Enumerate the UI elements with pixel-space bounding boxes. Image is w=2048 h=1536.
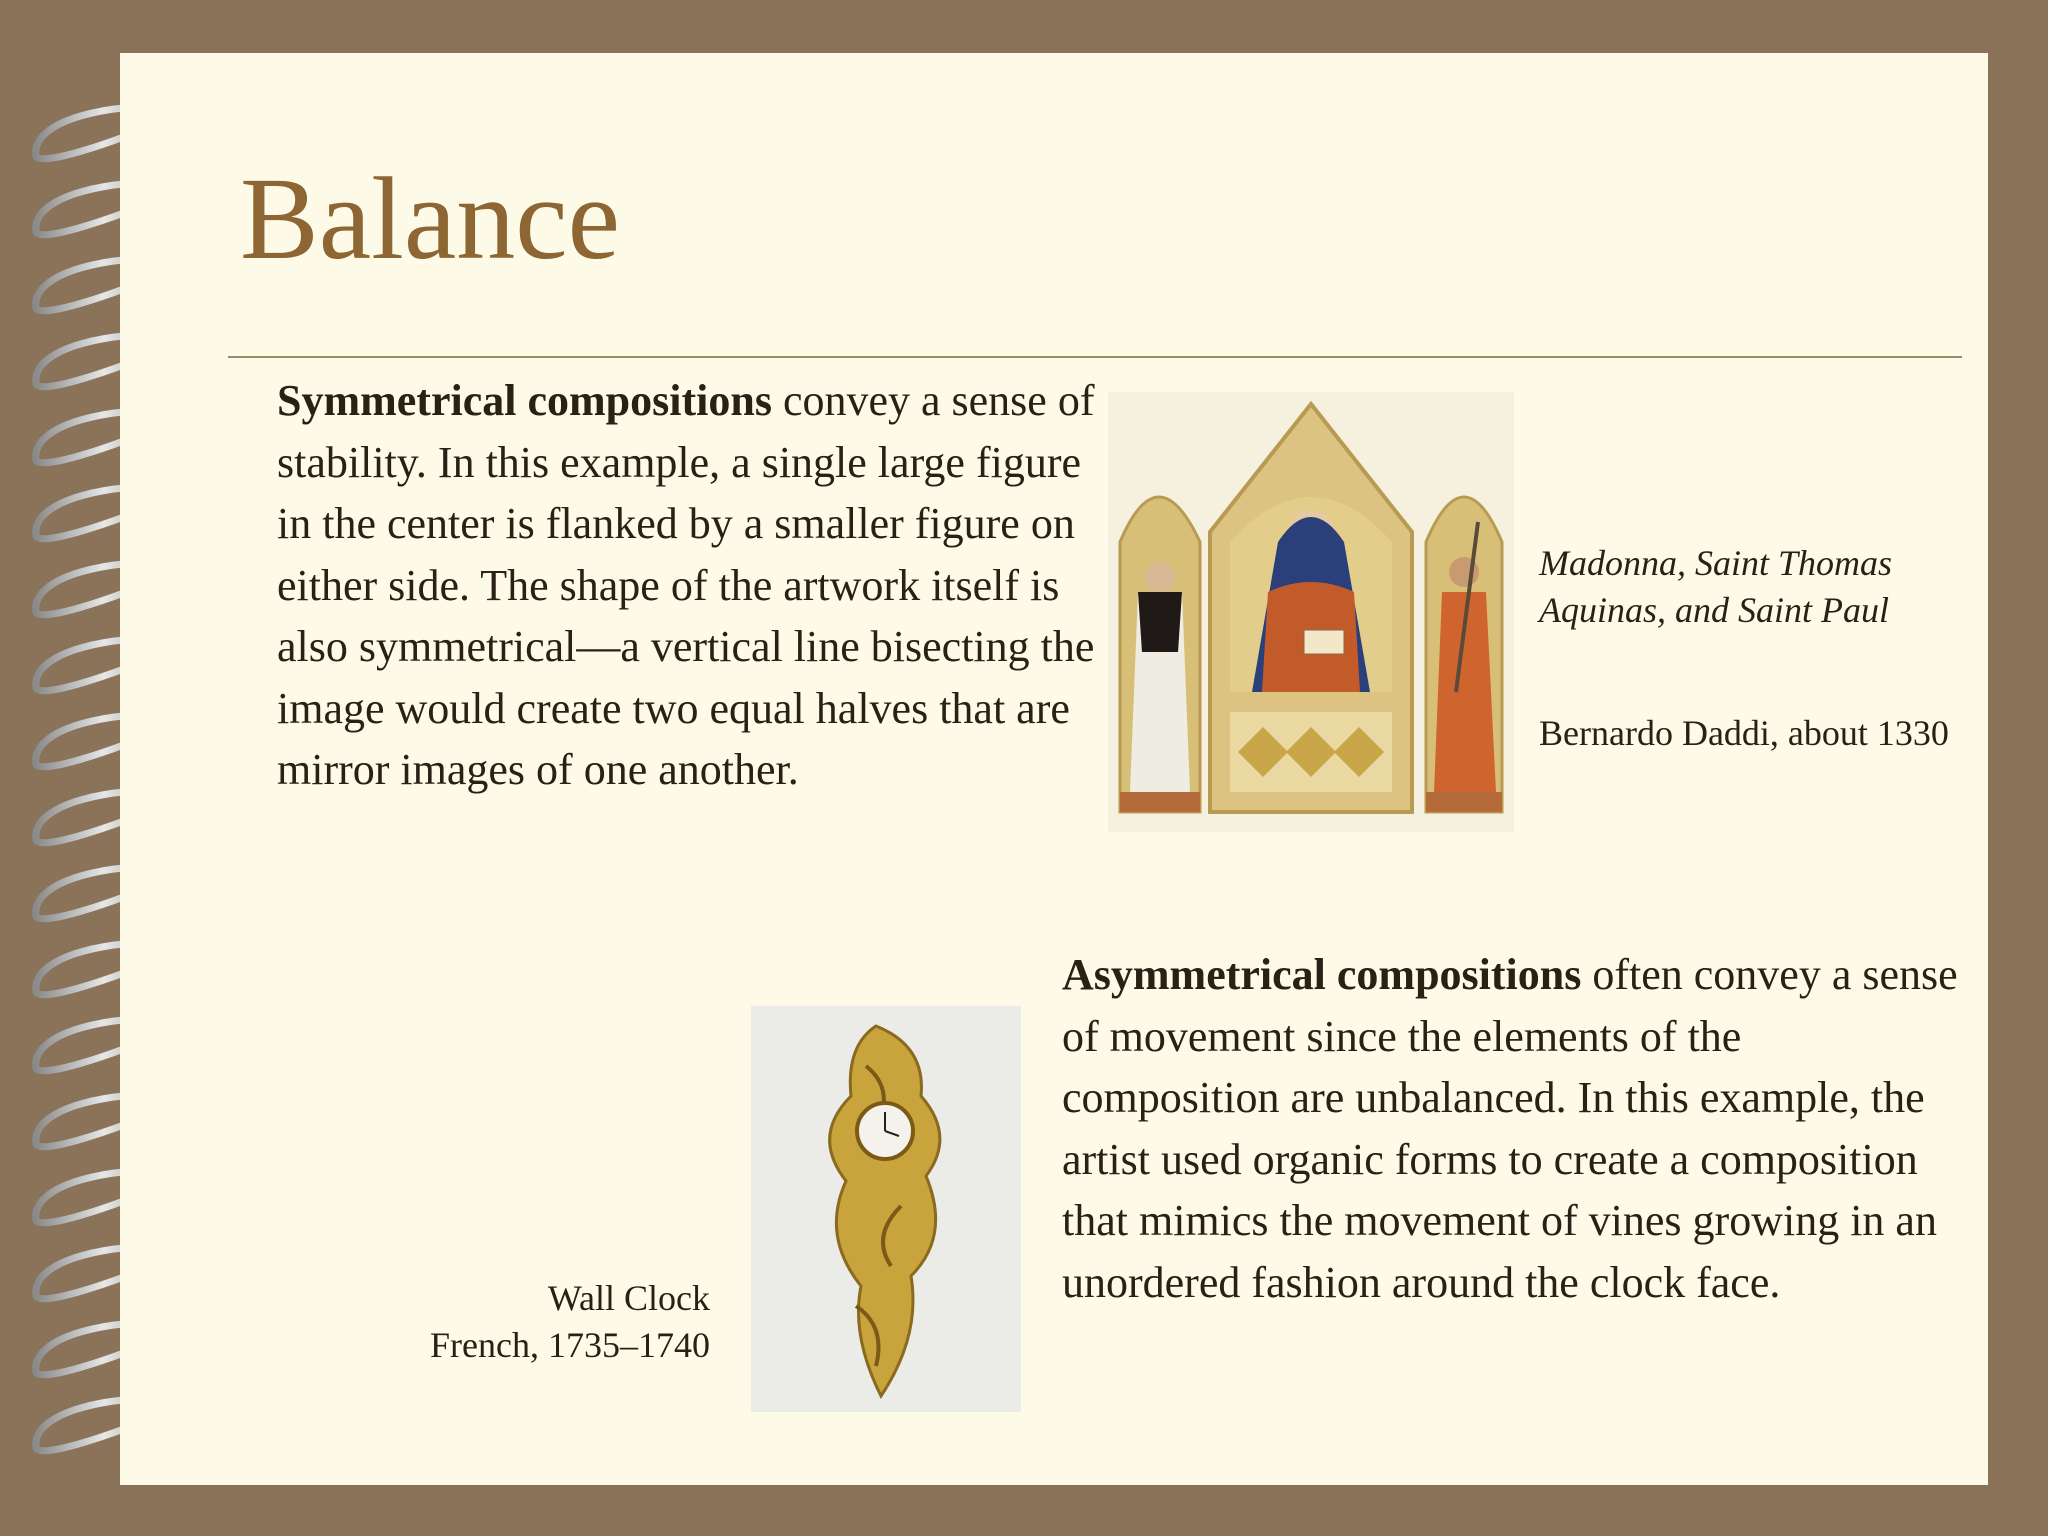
symmetrical-paragraph bbox=[277, 370, 1097, 801]
asymmetrical-term: Asymmetrical compositions bbox=[1062, 950, 1582, 999]
symmetrical-term: Symmetrical compositions bbox=[277, 376, 772, 425]
asymmetrical-paragraph bbox=[1062, 944, 1962, 1313]
symmetrical-text: convey a sense of stability. In this example, a single large figure in the center is flanked by a smaller figure on either side. The shape of the artwork itself is also symmetrical—a vertical line bisecting the image would create two equal halves that are mirror images of one another. bbox=[277, 376, 1095, 794]
triptych-image bbox=[1108, 392, 1514, 832]
title-divider bbox=[228, 356, 1962, 358]
asymmetrical-text: often convey a sense of movement since the elements of the composition are unbalanced. In this example, the artist used organic forms to create a composition that mimics the movement of vines growing in an unordered fashion around the clock face. bbox=[1062, 950, 1958, 1307]
artwork-2-title: Wall Clock bbox=[547, 1278, 710, 1318]
artwork-2-origin: French, 1735–1740 bbox=[430, 1325, 710, 1365]
artwork-2-caption bbox=[330, 1275, 710, 1369]
artwork-1-title: Madonna, Saint Thomas Aquinas, and Saint Paul bbox=[1539, 543, 1893, 630]
artwork-1-artist: Bernardo Daddi, about 1330 bbox=[1539, 713, 1949, 753]
slide-title: Balance bbox=[240, 153, 620, 284]
wall-clock-image bbox=[751, 1006, 1021, 1412]
